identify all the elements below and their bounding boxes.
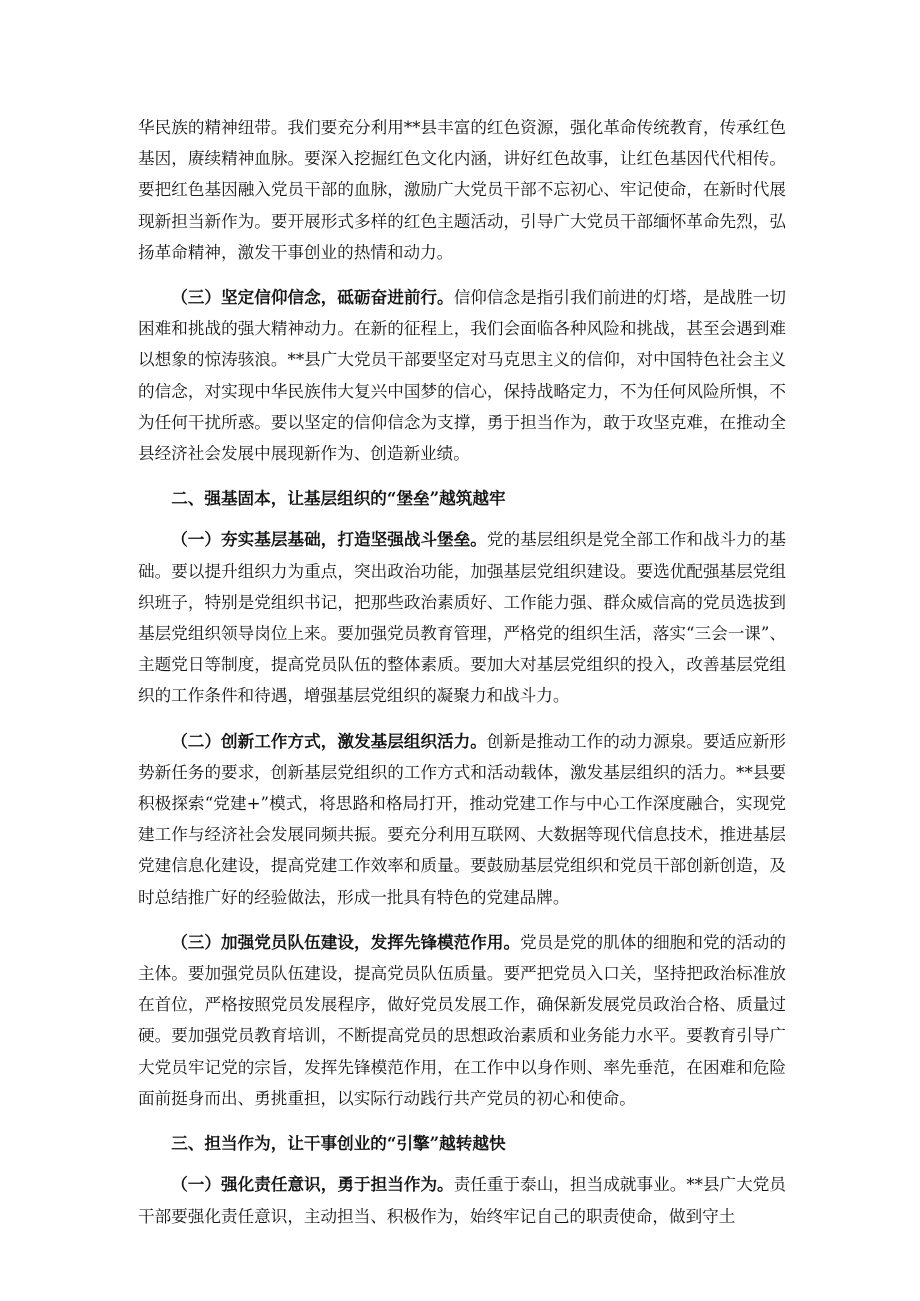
paragraph-lead: （三）加强党员队伍建设，发挥先锋模范作用。: [171, 931, 521, 952]
paragraph-text: 华民族的精神纽带。我们要充分利用**县丰富的红色资源，强化革命传统教育，传承红色基因，赓续精神血脉。要深入挖掘红色文化内涵，讲好红色故事，让红色基因代代相传。要把红色基因融入党员干部的血脉，激励广大党员干部不忘初心、牢记使命，在新时代展现新担当新作为。要开展形式多样的红色主题活动，引导广大党员干部缅怀革命先烈，弘扬革命精神，激发干事创业的热情和动力。: [138, 118, 786, 262]
section-heading-2: 二、强基固本，让基层组织的“堡垒”越筑越牢: [171, 488, 506, 509]
section-heading-3: 三、担当作为，让干事创业的“引擎”越转越快: [171, 1133, 506, 1154]
paragraph-text: 党员是党的肌体的细胞和党的活动的主体。要加强党员队伍建设，提高党员队伍质量。要严把党员入口关，坚持把政治标准放在首位，严格按照党员发展程序，做好党员发展工作，确保新发展党员政治合格、质量过硬。要加强党员教育培训，不断提高党员的思想政治素质和业务能力水平。要教育引导广大党员牢记党的宗旨，发挥先锋模范作用，在工作中以身作则、率先垂范，在困难和危险面前挺身而出、勇挑重担，以实际行动践行共产党员的初心和使命。: [138, 932, 787, 1108]
paragraph-lead: （三）坚定信仰信念，砥砺奋进前行。: [171, 287, 454, 308]
paragraph-text: 责任重于泰山，担当成就事业。**县广大党员干部要强化责任意识，主动担当、积极作为，始终牢记自己的职责使命，做到守土: [138, 1175, 787, 1226]
paragraph-6: [138, 1169, 786, 1231]
paragraph-4: [138, 726, 786, 913]
paragraph-lead: （一）强化责任意识，勇于担当作为。: [171, 1174, 454, 1195]
paragraph-lead: （二）创新工作方式，激发基层组织活力。: [171, 730, 487, 751]
paragraph-text: 党的基层组织是党全部工作和战斗力的基础。要以提升组织力为重点，突出政治功能，加强基层党组织建设。要选优配强基层党组织班子，特别是党组织书记，把那些政治素质好、工作能力强、群众威信高的党员选拔到基层党组织领导岗位上来。要加强党员教育管理，严格党的组织生活，落实“三会一课”、主题党日等制度，提高党员队伍的整体素质。要加大对基层党组织的投入，改善基层党组织的工作条件和待遇，增强基层党组织的凝聚力和战斗力。: [138, 530, 787, 706]
paragraph-2: [138, 282, 786, 469]
paragraph-1: [138, 112, 786, 268]
paragraph-3: [138, 524, 786, 711]
paragraph-5: [138, 927, 786, 1114]
paragraph-lead: （一）夯实基层基础，打造坚强战斗堡垒。: [171, 529, 487, 550]
paragraph-text: 创新是推动工作的动力源泉。要适应新形势新任务的要求，创新基层党组织的工作方式和活动载体，激发基层组织的活力。**县要积极探索“党建+”模式，将思路和格局打开，推动党建工作与中心工作深度融合，实现党建工作与经济社会发展同频共振。要充分利用互联网、大数据等现代信息技术，推进基层党建信息化建设，提高党建工作效率和质量。要鼓励基层党组织和党员干部创新创造，及时总结推广好的经验做法，形成一批具有特色的党建品牌。: [138, 731, 787, 907]
paragraph-text: 信仰信念是指引我们前进的灯塔，是战胜一切困难和挑战的强大精神动力。在新的征程上，我们会面临各种风险和挑战，甚至会遇到难以想象的惊涛骇浪。**县广大党员干部要坚定对马克思主义的信仰，对中国特色社会主义的信念，对实现中华民族伟大复兴中国梦的信心，保持战略定力，不为任何风险所惧，不为任何干扰所惑。要以坚定的信仰信念为支撑，勇于担当作为，敢于攻坚克难，在推动全县经济社会发展中展现新作为、创造新业绩。: [138, 288, 787, 464]
